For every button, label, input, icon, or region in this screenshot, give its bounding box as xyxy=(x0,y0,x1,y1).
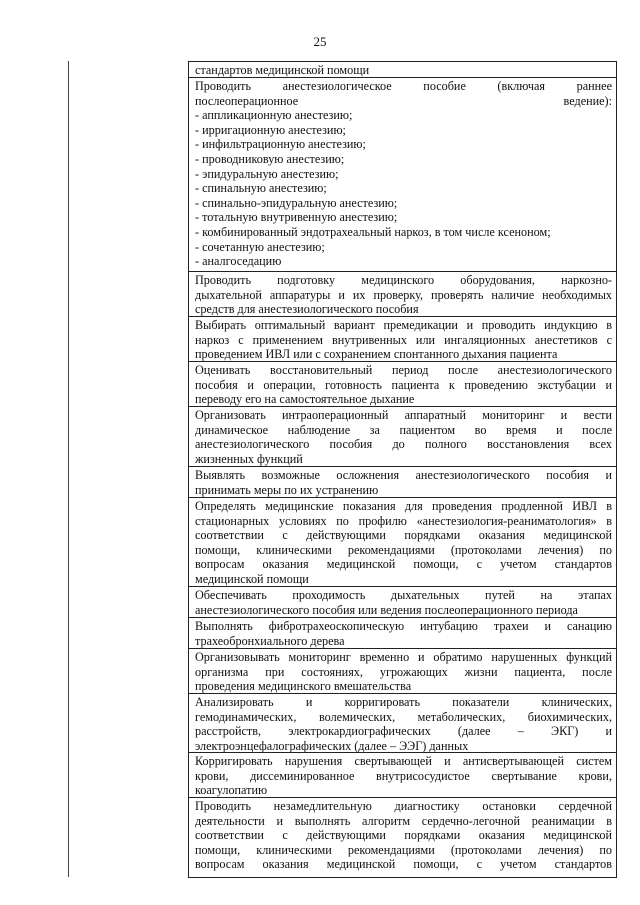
row-text-line: трахеобронхиального дерева xyxy=(195,633,345,648)
row-text-line: - аппликационную анестезию; xyxy=(195,108,353,123)
row-text-line: - ирригационную анестезию; xyxy=(195,122,346,137)
table-row xyxy=(189,406,616,466)
row-text-line: гемодинамических, волемических, метаболических, биохимических, xyxy=(195,709,612,724)
table-row xyxy=(189,61,616,77)
row-text-line: расстройств, электрокардиографических (далее – ЭКГ) и xyxy=(195,724,612,739)
row-text-line: Обеспечивать проходимость дыхательных путей на этапах xyxy=(195,588,612,602)
row-text-line: анестезиологического пособия или ведения послеоперационного периода xyxy=(195,602,578,617)
row-text-line: организма при состояниях, угрожающих жизни пациента, после xyxy=(195,664,612,679)
row-text-line: переводу его на самостоятельное дыхание xyxy=(195,392,415,406)
table-row xyxy=(189,466,616,497)
table-row xyxy=(189,361,616,406)
row-text-line: - спинально-эпидуральную анестезию; xyxy=(195,195,398,210)
row-text-line: проведения медицинского вмешательства xyxy=(195,679,412,693)
table-row xyxy=(189,617,616,648)
row-text-line: Корригировать нарушения свертывающей и антисвертывающей систем xyxy=(195,754,612,768)
row-text-line: - аналгоседацию xyxy=(195,254,282,269)
row-text-line: коагулопатию xyxy=(195,783,268,797)
row-text-line: вопросам оказания медицинской помощи, с учетом стандартов xyxy=(195,557,612,572)
row-text-line: вопросам оказания медицинской помощи, с учетом стандартов xyxy=(195,857,612,872)
row-text-line: соответствии с действующими порядками оказания медицинской xyxy=(195,828,612,843)
row-text-line: Оценивать восстановительный период после анестезиологического xyxy=(195,363,612,377)
row-text-line: Организовать интраоперационный аппаратный мониторинг и вести xyxy=(195,408,612,422)
row-text-line: Определять медицинские показания для проведения продленной ИВЛ в xyxy=(195,499,612,513)
row-text-line: Анализировать и корригировать показатели клинических, xyxy=(195,695,612,709)
table-row xyxy=(189,497,616,586)
table-row xyxy=(189,752,616,797)
row-text-line: соответствии с действующими порядками оказания медицинской xyxy=(195,528,612,543)
row-text-line: - сочетанную анестезию; xyxy=(195,239,325,254)
table-row xyxy=(189,693,616,752)
row-text-line: Организовывать мониторинг временно и обратимо нарушенных функций xyxy=(195,650,612,664)
row-text-line: средств для анестезиологического пособия xyxy=(195,302,419,316)
table-row xyxy=(189,316,616,361)
row-text-line: деятельности и выполнять алгоритм сердечно-легочной реанимации в xyxy=(195,813,612,828)
table-row xyxy=(189,648,616,693)
row-text-line: стационарных условиях по профилю «анестезиология-реаниматология» в xyxy=(195,513,612,528)
row-text-line: пособия и операции, готовность пациента к проведению экстубации и xyxy=(195,377,612,392)
row-text-line: помощи, клиническими рекомендациями (протоколами лечения) по xyxy=(195,542,612,557)
row-text-line: послеоперационное ведение): xyxy=(195,93,612,108)
row-text-line: Выявлять возможные осложнения анестезиологического пособия и xyxy=(195,468,612,482)
row-text-line: жизненных функций xyxy=(195,451,303,466)
row-text-line: - инфильтрационную анестезию; xyxy=(195,137,366,152)
row-text-line: - спинальную анестезию; xyxy=(195,181,327,196)
table-row xyxy=(189,77,616,271)
row-text-line: - комбинированный эндотрахеальный наркоз, в том числе ксеноном; xyxy=(195,224,551,239)
row-text-line: наркоз с применением внутривенных или ингаляционных анестетиков с xyxy=(195,332,612,347)
row-text-line: принимать меры по их устранению xyxy=(195,482,379,497)
row-text-line: - эпидуральную анестезию; xyxy=(195,166,339,181)
row-text-line: - тотальную внутривенную анестезию; xyxy=(195,210,398,225)
row-text-line: дыхательной аппаратуры и их проверку, проверять наличие необходимых xyxy=(195,287,612,302)
skills-table xyxy=(188,61,617,878)
table-row xyxy=(189,271,616,316)
row-text-line: помощи, клиническими рекомендациями (протоколами лечения) по xyxy=(195,842,612,857)
row-text-line: электроэнцефалографических (далее – ЭЭГ) данных xyxy=(195,738,469,752)
row-text-line: Проводить подготовку медицинского оборудования, наркозно- xyxy=(195,273,612,287)
table-row xyxy=(189,797,616,877)
row-text-line: Проводить незамедлительную диагностику остановки сердечной xyxy=(195,799,612,813)
row-text-line: анестезиологического пособия до полного восстановления всех xyxy=(195,437,612,452)
row-text-line: Выбирать оптимальный вариант премедикации и проводить индукцию в xyxy=(195,318,612,332)
table-left-border xyxy=(68,61,69,877)
row-text-line: Выполнять фибротрахеоскопическую интубацию трахеи и санацию xyxy=(195,619,612,633)
row-text-line: Проводить анестезиологическое пособие (включая раннее xyxy=(195,79,612,93)
row-text-line: динамическое наблюдение за пациентом во время и после xyxy=(195,422,612,437)
page-number: 25 xyxy=(313,34,327,49)
row-text-line: медицинской помощи xyxy=(195,571,309,586)
row-text-line: крови, диссеминированное внутрисосудистое свертывание крови, xyxy=(195,768,612,783)
table-row xyxy=(189,586,616,617)
row-text-line: стандартов медицинской помощи xyxy=(195,63,370,77)
row-text-line: проведением ИВЛ или с сохранением спонтанного дыхания пациента xyxy=(195,347,558,361)
row-text-line: - проводниковую анестезию; xyxy=(195,151,345,166)
